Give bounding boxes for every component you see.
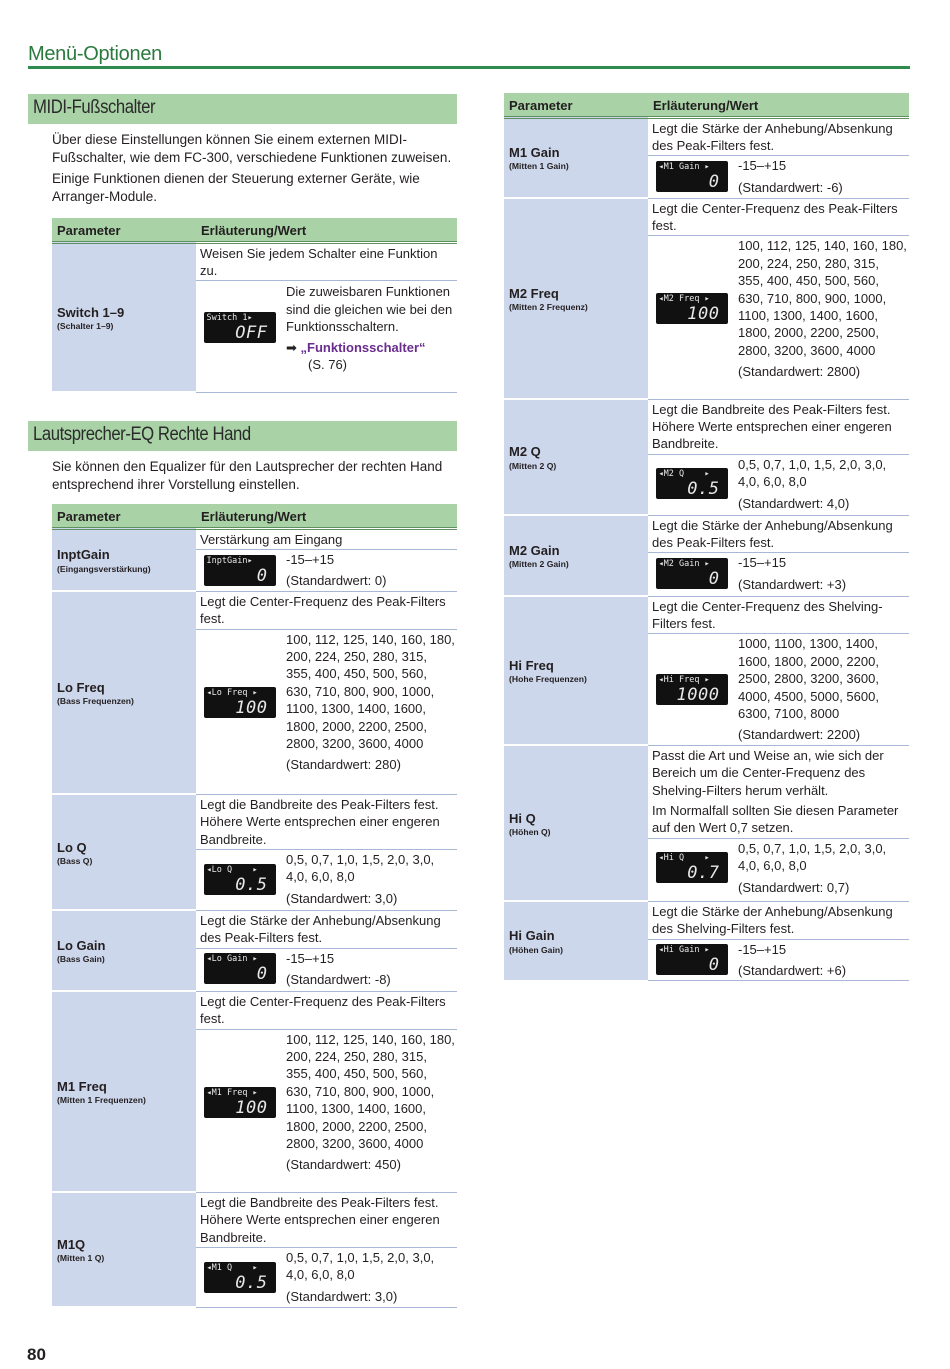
parameter-name: Switch 1–9 xyxy=(57,304,125,320)
parameter-name-cell xyxy=(52,910,196,991)
parameter-subtitle: (Mitten 2 Gain) xyxy=(509,559,569,570)
parameter-description-block xyxy=(648,400,909,455)
parameter-value-row xyxy=(196,949,457,990)
parameter-name-cell xyxy=(52,528,196,591)
parameter-value-range: -15–+15 xyxy=(738,555,787,571)
parameter-subtitle: (Schalter 1–9) xyxy=(57,320,114,331)
cross-reference[interactable] xyxy=(286,336,455,356)
parameter-description-block xyxy=(648,746,909,839)
table-row xyxy=(504,745,909,901)
midi-intro xyxy=(52,131,457,209)
lcd-value: 0.5 xyxy=(235,1272,268,1293)
parameter-subtitle: (Eingangsverstärkung) xyxy=(57,563,151,574)
parameter-description: Legt die Center-Frequenz des Peak-Filters fest. xyxy=(200,993,446,1027)
parameter-description-block xyxy=(196,911,457,949)
parameter-default-value: (Standardwert: -6) xyxy=(738,179,843,195)
parameter-default-value: (Standardwert: 280) xyxy=(286,757,401,773)
parameter-value-row xyxy=(648,236,909,381)
lcd-value: 0 xyxy=(708,569,720,590)
parameter-values xyxy=(284,949,457,990)
parameter-name: M2 Freq xyxy=(509,285,559,301)
lcd-title: ◂Lo Freq ▸ xyxy=(206,687,258,698)
parameter-default-value: (Standardwert: 450) xyxy=(286,1157,401,1173)
parameter-description-block xyxy=(648,516,909,554)
lcd-value: 0 xyxy=(708,955,720,976)
arrow-right-icon: ➡ xyxy=(286,339,297,355)
page-header xyxy=(28,42,910,69)
parameter-description: Legt die Bandbreite des Peak-Filters fest. Höhere Werte entsprechen einer engeren Bandbreite. xyxy=(200,796,440,847)
parameter-description: Legt die Center-Frequenz des Peak-Filters fest. xyxy=(652,200,898,233)
lcd-title: ◂M1 Q ▸ xyxy=(206,1262,258,1273)
eq-intro xyxy=(52,458,457,497)
parameter-description-block xyxy=(648,199,909,237)
parameter-description-cell xyxy=(196,242,457,392)
parameter-default-value: (Standardwert: 2200) xyxy=(738,727,861,743)
lcd-cell xyxy=(648,236,736,381)
section-heading-midi xyxy=(28,94,457,124)
parameter-description-block xyxy=(196,992,457,1030)
parameter-value-row xyxy=(196,630,457,775)
parameter-subtitle: (Höhen Q) xyxy=(509,826,551,837)
parameter-value-text: Die zuweisbaren Funktionen sind die gleichen wie bei den Funktionsschaltern. xyxy=(286,284,453,335)
column-header-parameter: Parameter xyxy=(52,504,196,528)
parameter-value-range: -15–+15 xyxy=(738,941,787,957)
parameter-name-cell xyxy=(504,745,648,901)
parameter-value-range: 100, 112, 125, 140, 160, 180, 200, 224, 250, 280, 315, 355, 400, 450, 500, 560, 630, 710, 800, 900, 1000, 1100, 1300, 1400, 1600, 1800, 2000, 2200, 2500, 2800, 3200, 3600, 4000 xyxy=(286,631,455,751)
parameter-value-row xyxy=(196,850,457,908)
cross-reference-link[interactable]: „Funktionsschalter“ xyxy=(300,339,426,355)
parameter-values xyxy=(736,455,909,513)
lcd-value: 0 xyxy=(256,964,268,985)
lcd-value: 100 xyxy=(687,304,720,325)
parameter-subtitle: (Bass Gain) xyxy=(57,954,105,965)
parameter-value-row xyxy=(196,550,457,591)
parameter-value-range: 100, 112, 125, 140, 160, 180, 200, 224, 250, 280, 315, 355, 400, 450, 500, 560, 630, 710, 800, 900, 1000, 1100, 1300, 1400, 1600, 1800, 2000, 2200, 2500, 2800, 3200, 3600, 4000 xyxy=(738,238,907,358)
parameter-description: Legt die Bandbreite des Peak-Filters fest. Höhere Werte entsprechen einer engeren Bandbreite. xyxy=(652,401,892,452)
column-header-parameter: Parameter xyxy=(504,93,648,117)
parameter-description-cell xyxy=(648,745,909,901)
lcd-cell xyxy=(648,156,736,197)
parameter-name: Hi Q xyxy=(509,810,536,826)
lcd-value: 0 xyxy=(708,172,720,193)
parameter-value-range: -15–+15 xyxy=(286,950,335,966)
lcd-title: ◂M1 Gain ▸ xyxy=(658,162,710,173)
eq-parameter-table-right xyxy=(504,93,909,982)
lcd-value: 0.5 xyxy=(235,874,268,895)
lcd-title: Switch 1▸ xyxy=(206,313,253,324)
parameter-values xyxy=(736,236,909,381)
lcd-value: 100 xyxy=(235,1097,268,1118)
lcd-display xyxy=(204,864,276,895)
table-row xyxy=(52,528,457,591)
parameter-name-cell xyxy=(504,117,648,198)
eq-parameter-table-left xyxy=(52,504,457,1308)
lcd-title: ◂M1 Freq ▸ xyxy=(206,1087,258,1098)
parameter-description: Legt die Stärke der Anhebung/Absenkung des Peak-Filters fest. xyxy=(200,912,441,946)
parameter-description: Legt die Stärke der Anhebung/Absenkung des Peak-Filters fest. xyxy=(652,517,893,550)
lcd-display xyxy=(656,944,728,975)
parameter-description-block xyxy=(196,530,457,550)
table-row xyxy=(504,515,909,596)
parameter-description: Passt die Art und Weise an, wie sich der Bereich um die Center-Frequenz des Shelving-Filters herum verhält. xyxy=(652,747,884,798)
parameter-value-range: 100, 112, 125, 140, 160, 180, 200, 224, 250, 280, 315, 355, 400, 450, 500, 560, 630, 710, 800, 900, 1000, 1100, 1300, 1400, 1600, 1800, 2000, 2200, 2500, 2800, 3200, 3600, 4000 xyxy=(286,1031,455,1151)
parameter-default-value: (Standardwert: +3) xyxy=(738,576,847,592)
parameter-description-block xyxy=(196,592,457,630)
lcd-cell xyxy=(196,949,284,990)
table-row xyxy=(52,242,457,392)
parameter-name: Hi Freq xyxy=(509,657,554,673)
parameter-description-cell xyxy=(648,515,909,596)
lcd-display xyxy=(656,161,728,192)
parameter-name-cell xyxy=(52,242,196,392)
table-row xyxy=(504,117,909,198)
parameter-description-cell xyxy=(648,117,909,198)
table-row xyxy=(504,596,909,745)
lcd-cell xyxy=(196,850,284,908)
lcd-title: ◂M2 Gain ▸ xyxy=(658,559,710,570)
parameter-name: M1Q xyxy=(57,1237,86,1253)
table-row xyxy=(504,399,909,515)
lcd-display xyxy=(204,687,276,718)
parameter-description: Verstärkung am Eingang xyxy=(200,531,343,547)
parameter-value-row xyxy=(648,553,909,594)
parameter-values xyxy=(284,630,457,775)
parameter-values xyxy=(736,156,909,197)
lcd-value: 100 xyxy=(235,697,268,718)
parameter-description-cell xyxy=(196,991,457,1192)
parameter-description: Legt die Stärke der Anhebung/Absenkung des Peak-Filters fest. xyxy=(652,120,893,153)
midi-intro-paragraph-1: Über diese Einstellungen können Sie einem externen MIDI-Fußschalter, wie dem FC-300, verschiedene Funktionen zuweisen. xyxy=(52,132,452,165)
page-number: 80 xyxy=(27,1345,46,1364)
table-header-row xyxy=(504,93,909,117)
parameter-name-cell xyxy=(504,901,648,981)
parameter-description-cell xyxy=(648,399,909,515)
parameter-default-value: (Standardwert: +6) xyxy=(738,962,847,978)
parameter-default-value: (Standardwert: 4,0) xyxy=(738,495,850,511)
parameter-name: Lo Gain xyxy=(57,938,106,954)
table-row xyxy=(52,1192,457,1307)
parameter-description-cell xyxy=(648,596,909,745)
parameter-default-value: (Standardwert: -8) xyxy=(286,971,391,987)
lcd-cell xyxy=(648,553,736,594)
lcd-title: ◂Hi Freq ▸ xyxy=(658,675,710,686)
parameter-value-range: 0,5, 0,7, 1,0, 1,5, 2,0, 3,0, 4,0, 6,0, 8,0 xyxy=(738,840,887,874)
parameter-name: M1 Gain xyxy=(509,145,560,161)
parameter-description-cell xyxy=(196,528,457,591)
parameter-description: Weisen Sie jedem Schalter eine Funktion zu. xyxy=(196,244,457,282)
parameter-default-value: (Standardwert: 0) xyxy=(286,573,387,589)
lcd-cell xyxy=(196,550,284,591)
section-title-eq: Lautsprecher-EQ Rechte Hand xyxy=(33,424,251,445)
parameter-description-cell xyxy=(196,1192,457,1307)
parameter-value-row xyxy=(196,1030,457,1175)
section-title-midi: MIDI-Fußschalter xyxy=(33,97,156,118)
parameter-subtitle: (Mitten 1 Frequenzen) xyxy=(57,1095,146,1106)
parameter-subtitle: (Bass Q) xyxy=(57,855,93,866)
table-header-row xyxy=(52,504,457,528)
parameter-name-cell xyxy=(52,591,196,794)
parameter-description: Legt die Bandbreite des Peak-Filters fest. Höhere Werte entsprechen einer engeren Bandbreite. xyxy=(200,1194,440,1245)
parameter-subtitle: (Mitten 1 Q) xyxy=(57,1253,105,1264)
parameter-default-value: (Standardwert: 3,0) xyxy=(286,890,398,906)
parameter-description-cell xyxy=(648,901,909,981)
parameter-description-cell xyxy=(196,794,457,910)
parameter-name: InptGain xyxy=(57,547,110,563)
lcd-cell xyxy=(648,839,736,897)
parameter-name: M2 Q xyxy=(509,444,541,460)
lcd-value: 0 xyxy=(256,565,268,586)
lcd-title: InptGain▸ xyxy=(206,555,253,566)
lcd-display xyxy=(656,293,728,324)
parameter-value-row xyxy=(648,839,909,897)
lcd-display xyxy=(656,468,728,499)
lcd-title: ◂Lo Gain ▸ xyxy=(206,954,258,965)
parameter-name-cell xyxy=(504,596,648,745)
parameter-name-cell xyxy=(504,515,648,596)
lcd-display xyxy=(204,953,276,984)
parameter-name: Lo Q xyxy=(57,839,87,855)
table-row xyxy=(504,901,909,981)
eq-intro-paragraph: Sie können den Equalizer für den Lautsprecher der rechten Hand entsprechend ihrer Vorstellung einstellen. xyxy=(52,459,443,492)
parameter-value-row xyxy=(648,634,909,744)
lcd-display xyxy=(656,852,728,883)
parameter-values xyxy=(284,550,457,591)
parameter-values xyxy=(736,634,909,744)
parameter-name-cell xyxy=(52,991,196,1192)
lcd-display xyxy=(204,1087,276,1118)
lcd-cell xyxy=(196,630,284,775)
column-header-description: Erläuterung/Wert xyxy=(648,93,909,117)
parameter-default-value: (Standardwert: 3,0) xyxy=(286,1288,398,1304)
cross-reference-page: (S. 76) xyxy=(308,356,348,372)
parameter-subtitle: (Höhen Gain) xyxy=(509,944,563,955)
parameter-value-row xyxy=(196,1248,457,1306)
parameter-values xyxy=(284,1030,457,1175)
parameter-description: Legt die Stärke der Anhebung/Absenkung des Shelving-Filters fest. xyxy=(652,903,893,937)
lcd-title: ◂M2 Q ▸ xyxy=(658,469,710,480)
table-row xyxy=(52,591,457,794)
parameter-subtitle: (Bass Frequenzen) xyxy=(57,696,134,707)
parameter-default-value: (Standardwert: 0,7) xyxy=(738,879,850,895)
parameter-subtitle: (Hohe Frequenzen) xyxy=(509,674,587,685)
parameter-name-cell xyxy=(504,399,648,515)
lcd-display xyxy=(656,558,728,589)
column-header-parameter: Parameter xyxy=(52,218,196,242)
midi-parameter-table xyxy=(52,218,457,393)
lcd-cell xyxy=(196,1030,284,1175)
lcd-title: ◂M2 Freq ▸ xyxy=(658,294,710,305)
parameter-values xyxy=(736,839,909,897)
parameter-value-range: -15–+15 xyxy=(286,551,335,567)
parameter-description-block xyxy=(648,902,909,940)
parameter-subtitle: (Mitten 1 Gain) xyxy=(509,161,569,172)
parameter-value-range: -15–+15 xyxy=(738,158,787,174)
column-header-description: Erläuterung/Wert xyxy=(196,504,457,528)
parameter-description-cell xyxy=(196,910,457,991)
parameter-values xyxy=(736,940,909,981)
column-header-description: Erläuterung/Wert xyxy=(196,218,457,242)
parameter-values xyxy=(284,1248,457,1306)
parameter-name-cell xyxy=(504,198,648,399)
parameter-value-range: 0,5, 0,7, 1,0, 1,5, 2,0, 3,0, 4,0, 6,0, 8,0 xyxy=(738,456,887,490)
lcd-cell xyxy=(196,281,284,374)
parameter-name: Lo Freq xyxy=(57,680,105,696)
lcd-cell xyxy=(648,455,736,513)
parameter-values xyxy=(736,553,909,594)
lcd-title: ◂Hi Q ▸ xyxy=(658,853,710,864)
parameter-description-block xyxy=(196,1193,457,1248)
lcd-display xyxy=(656,674,728,705)
midi-intro-paragraph-2: Einige Funktionen dienen der Steuerung externer Geräte, wie Arranger-Module. xyxy=(52,171,420,204)
parameter-name-cell xyxy=(52,1192,196,1307)
parameter-value-row xyxy=(196,281,457,374)
table-row xyxy=(52,794,457,910)
parameter-value-range: 0,5, 0,7, 1,0, 1,5, 2,0, 3,0, 4,0, 6,0, 8,0 xyxy=(286,1249,435,1283)
parameter-description: Legt die Center-Frequenz des Shelving-Filters fest. xyxy=(652,598,883,631)
parameter-name: M1 Freq xyxy=(57,1079,107,1095)
parameter-subtitle: (Mitten 2 Q) xyxy=(509,460,557,471)
lcd-value: 0.7 xyxy=(687,863,720,884)
parameter-subtitle: (Mitten 2 Frequenz) xyxy=(509,302,588,313)
table-row xyxy=(52,991,457,1192)
parameter-name-cell xyxy=(52,794,196,910)
table-row xyxy=(504,198,909,399)
section-heading-eq xyxy=(28,421,457,451)
parameter-value-range: 1000, 1100, 1300, 1400, 1600, 1800, 2000, 2200, 2500, 2800, 3200, 3600, 4000, 4500, 5000, 5600, 6300, 7100, 8000 xyxy=(738,636,879,721)
parameter-description-block xyxy=(648,597,909,635)
page-title: Menü-Optionen xyxy=(28,43,162,65)
parameter-value-row xyxy=(648,940,909,981)
parameter-name: M2 Gain xyxy=(509,542,560,558)
parameter-description-cell xyxy=(196,591,457,794)
parameter-value-range: 0,5, 0,7, 1,0, 1,5, 2,0, 3,0, 4,0, 6,0, 8,0 xyxy=(286,851,435,885)
table-header-row xyxy=(52,218,457,242)
lcd-display xyxy=(204,1262,276,1293)
lcd-value: OFF xyxy=(235,323,268,344)
parameter-name: Hi Gain xyxy=(509,928,555,944)
lcd-cell xyxy=(648,634,736,744)
parameter-description-cell xyxy=(648,198,909,399)
parameter-values xyxy=(284,850,457,908)
parameter-description-block xyxy=(648,119,909,157)
parameter-value-row xyxy=(648,455,909,513)
lcd-cell xyxy=(196,1248,284,1306)
parameter-default-value: (Standardwert: 2800) xyxy=(738,364,861,380)
lcd-title: ◂Hi Gain ▸ xyxy=(658,945,710,956)
lcd-title: ◂Lo Q ▸ xyxy=(206,864,258,875)
lcd-value: 0.5 xyxy=(687,479,720,500)
parameter-description-block xyxy=(196,795,457,850)
lcd-display xyxy=(204,312,276,343)
parameter-description: Legt die Center-Frequenz des Peak-Filters fest. xyxy=(200,593,446,627)
lcd-cell xyxy=(648,940,736,981)
parameter-value-row xyxy=(648,156,909,197)
parameter-description-note: Im Normalfall sollten Sie diesen Parameter auf den Wert 0,7 setzen. xyxy=(652,802,899,836)
table-row xyxy=(52,910,457,991)
parameter-values xyxy=(284,281,457,374)
lcd-display xyxy=(204,555,276,586)
lcd-value: 1000 xyxy=(676,685,720,706)
